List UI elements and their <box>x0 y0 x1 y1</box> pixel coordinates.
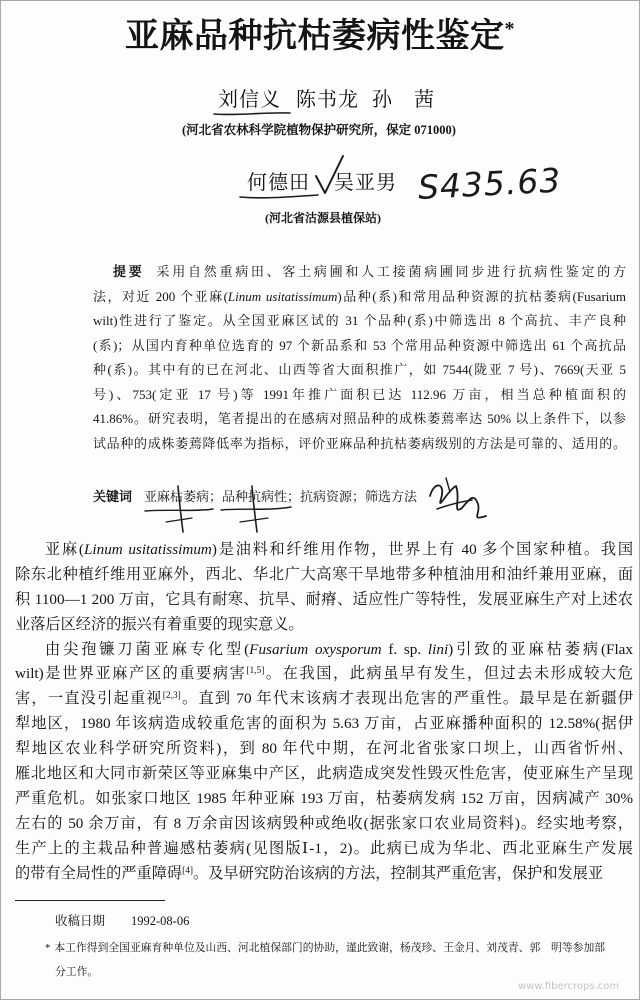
keywords-text: 亚麻枯萎病；品种抗病性；抗病资源；筛选方法 <box>144 489 418 504</box>
text-segment: wilt)性进行了鉴定。从全国亚麻区试的 31 个品种(系)中筛选出 8 个高抗、丰产良种 <box>93 313 626 328</box>
citation-reference: [2,3] <box>162 691 181 702</box>
received-label: 收稿日期 <box>55 914 106 928</box>
text-segment: 积 1100—1 200 万亩，它具有耐寒、抗旱、耐瘠、适应性广等特性，发展亚麻生产对上述农 <box>15 590 633 608</box>
handwritten-underline <box>145 509 213 511</box>
abstract-line <box>93 407 626 432</box>
paper-title <box>0 16 640 58</box>
italic-latin-name: Linum usitatissimum <box>83 541 212 558</box>
text-segment: (系)；从国内育种单位选育的 97 个新品系和 53 个常用品种资源中筛选出 61 个高抗品 <box>93 337 626 353</box>
body-line <box>15 762 633 787</box>
abstract-line <box>93 285 626 310</box>
abstract-line <box>93 334 626 359</box>
footnote-mark: * <box>45 942 51 954</box>
text-segment: )是油料和纤维用作物，世界上有 40 多个国家种植。我国 <box>211 541 634 558</box>
handwritten-underline <box>214 113 290 115</box>
acknowledgement-footnote <box>45 939 605 957</box>
handwritten-cross-mark <box>240 518 268 522</box>
body-line <box>15 712 633 737</box>
text-segment: 业落后区经济的振兴有着重要的现实意义。 <box>15 615 304 633</box>
abstract-line <box>93 432 626 457</box>
footnote-separator <box>15 900 165 901</box>
body-line <box>15 613 633 638</box>
text-segment: 犁地区农业科学研究所资料)，到 80 年代中期，在河北省张家口坝上，山西省忻州、 <box>15 740 633 758</box>
author-name: 陈书龙 <box>296 89 359 111</box>
author-name: 孙 茜 <box>372 89 435 111</box>
text-segment: 。直到 70 年代末该病才表现出危害的严重性。最早是在新疆伊 <box>180 690 634 708</box>
body-text <box>15 538 633 886</box>
text-segment: 。及早研究防治该病的方法，控制其严重危害，保护和发展亚 <box>193 864 604 882</box>
italic-latin-name: Fusarium oxysporum <box>249 640 382 658</box>
body-line <box>15 538 633 563</box>
author-name: 吴亚男 <box>334 172 397 194</box>
text-segment: 犁地区，1980 年该病造成较重危害的面积为 5.63 万亩，占亚麻播种面积的 12.58%(据伊 <box>15 715 633 733</box>
body-line <box>15 862 633 887</box>
abstract-line <box>93 260 626 285</box>
title-footnote-mark: * <box>504 18 515 40</box>
received-date-line <box>55 912 189 930</box>
text-segment: 的带有全局性的严重障碍 <box>15 864 183 882</box>
text-segment: 法，对近 200 个亚麻( <box>93 288 228 304</box>
text-segment: 雁北地区和大同市新荣区等亚麻集中产区，此病造成突发性毁灭性危害，使亚麻生产呈现 <box>15 765 633 783</box>
handwritten-classification-number: S435.63 <box>416 160 563 207</box>
keywords-label: 关键词 <box>93 489 133 504</box>
text-segment: f. sp. <box>381 640 428 658</box>
text-segment: 由尖孢镰刀菌亚麻专化型( <box>45 640 250 658</box>
text-segment: 害，一直没引起重视 <box>15 690 163 708</box>
text-segment: 亚麻( <box>45 541 84 558</box>
author-affiliation: (河北省沽源县植保站) <box>265 211 381 225</box>
body-line <box>15 638 633 663</box>
handwritten-underline <box>240 195 318 198</box>
text-segment: 生产上的主栽品种普遍感枯萎病(见图版Ⅰ-1，2)。此病已成为华北、西北亚麻生产发展 <box>15 839 633 857</box>
body-line <box>15 737 633 762</box>
body-line <box>15 837 633 862</box>
acknowledgement-footnote-continued <box>55 963 98 981</box>
abstract-label: 提要 <box>113 264 145 279</box>
body-line <box>15 812 633 837</box>
text-segment: 号)、753(定亚 17 号)等 1991年推广面积已达 112.96 万亩，相当总种植面积的 <box>93 386 626 402</box>
abstract-line <box>93 383 626 408</box>
text-segment: 除东北种植纤维用亚麻外，西北、华北广大高寒干旱地带多种植油用和油纤兼用亚麻，面 <box>15 565 633 583</box>
received-date: 1992-08-06 <box>131 914 190 928</box>
text-segment: 。在我国，此病虽早有发生，但过去未形成较大危 <box>264 665 633 683</box>
abstract-line <box>93 358 626 383</box>
citation-reference: [1,5] <box>246 666 265 677</box>
text-segment: )引致的亚麻枯萎病(Flax <box>448 640 634 658</box>
citation-reference: [4] <box>182 865 194 876</box>
text-segment: 采用自然重病田、客土病圃和人工接菌病圃同步进行抗病性鉴定的方 <box>156 264 626 279</box>
italic-latin-name: Linum usitatissimum <box>227 288 338 304</box>
author-name: 刘信义 <box>218 89 281 111</box>
text-segment: 左右的 50 余万亩，有 8 万余亩因该病毁种或绝收(据张家口农业局资料)。经实地考察， <box>15 814 633 832</box>
body-line <box>15 588 633 613</box>
body-line <box>15 563 633 588</box>
abstract-line <box>93 309 626 334</box>
text-segment: 试品种的成株萎蔫降低率为指标，评价亚麻品种抗枯萎病级别的方法是可靠的、适用的。 <box>93 435 626 451</box>
text-segment: )品种(系)和常用品种资源的抗枯萎病(Fusarium <box>337 288 626 304</box>
italic-latin-name: lini <box>427 640 449 658</box>
author-name: 何德田 <box>247 172 310 194</box>
author-affiliation: (河北省农林科学院植物保护研究所，保定 071000) <box>182 123 456 137</box>
footnote-text: 分工作。 <box>55 966 99 978</box>
footnote-text: 本工作得到全国亚麻育种单位及山西、河北植保部门的协助，谨此致谢，杨茂珍、王金月、刘茂青、郭 明等参加部 <box>54 942 606 954</box>
keywords <box>93 485 626 509</box>
body-line <box>15 687 633 712</box>
handwritten-cross-mark <box>166 518 192 522</box>
body-line <box>15 787 633 812</box>
text-segment: 41.86%。研究表明，笔者提出的在感病对照品种的成株萎蔫率达 50% 以上条件下，以参 <box>93 411 626 426</box>
text-segment: wilt)是世界亚麻产区的重要病害 <box>15 665 247 683</box>
text-segment: 种(系)。其中有的已在河北、山西等省大面积推广，如 7544(陇亚 7 号)、7669(天亚 5 <box>93 362 626 377</box>
paper-title-text: 亚麻品种抗枯萎病性鉴定 <box>125 18 505 55</box>
body-line <box>15 662 633 687</box>
abstract <box>93 260 626 456</box>
text-segment: 严重危机。如张家口地区 1985 年种亚麻 193 万亩，枯萎病发病 152 万亩，因病减产 30% <box>15 789 633 807</box>
watermark: www.fibercrops.com <box>518 981 620 992</box>
